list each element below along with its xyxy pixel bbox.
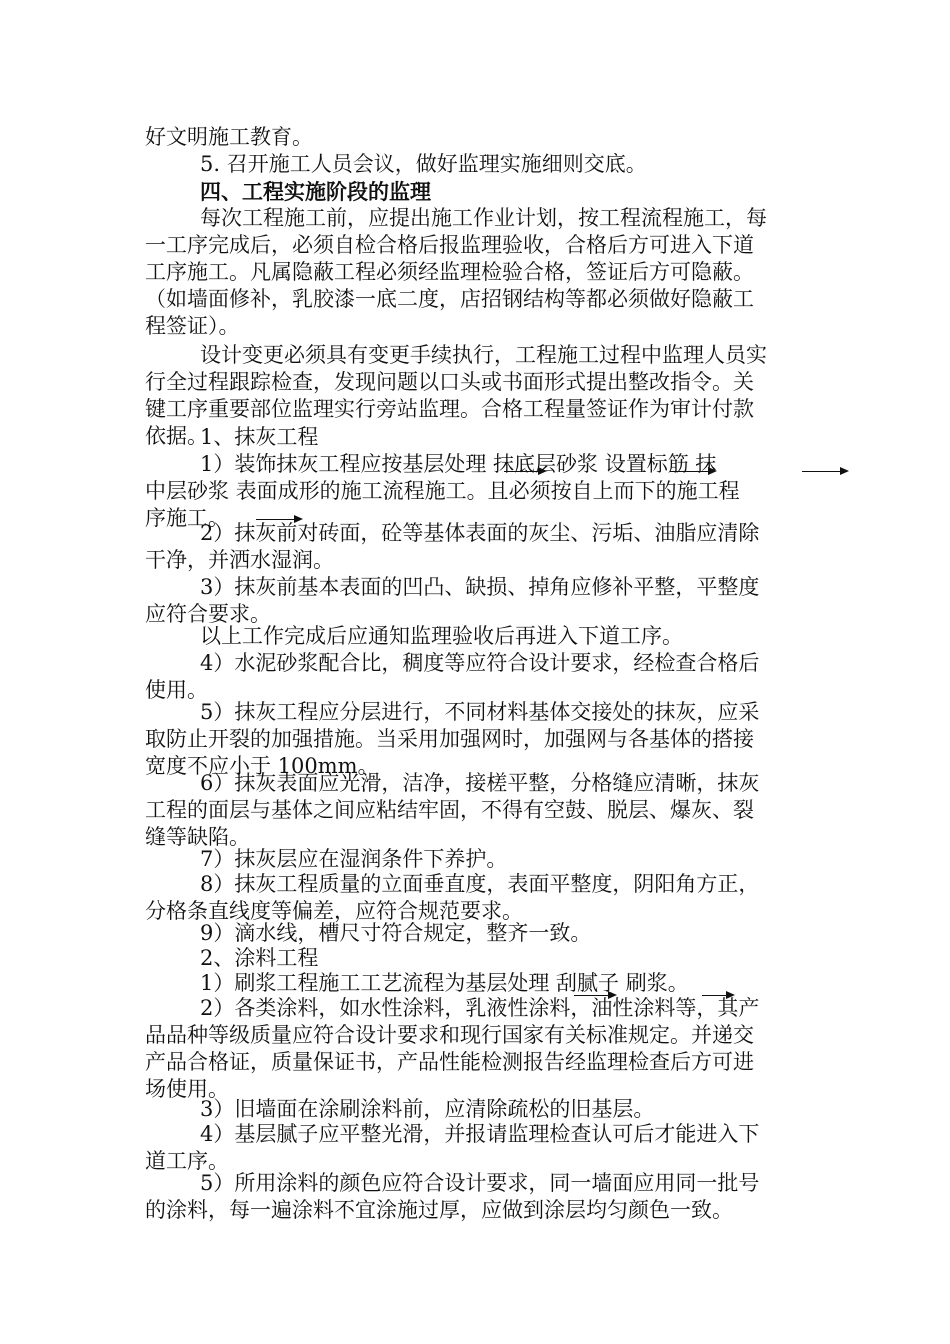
text-line: 7）抹灰层应在湿润条件下养护。 [200,847,508,871]
text-line: 取防止开裂的加强措施。当采用加强网时，加强网与各基体的搭接 [145,727,754,751]
coating-item-3 [145,1096,810,1123]
text-line: 道工序。 [145,1149,229,1173]
text-line: 键工序重要部位监理实行旁站监理。合格工程量签证作为审计付款 [145,397,754,421]
flow-arrow-icon [574,995,614,996]
text-line: 好文明施工教育。 [145,125,313,149]
flow-arrow-icon [802,471,846,472]
coating-item-5 [145,1170,810,1224]
text-line: 缝等缺陷。 [145,825,250,849]
coating-item-4 [145,1121,810,1175]
text-line: 干净，并洒水湿润。 [145,548,334,572]
text-line: 4）水泥砂浆配合比，稠度等应符合设计要求，经检查合格后 [200,651,760,675]
subsection-coating [145,945,810,972]
plastering-item-2 [145,520,810,574]
text-line: 工序施工。凡属隐蔽工程必须经监理检验合格，签证后方可隐蔽。 [145,260,754,284]
text-line: 2）抹灰前对砖面，砼等基体表面的灰尘、污垢、油脂应清除 [200,521,760,545]
plastering-item-4 [145,650,810,704]
text-line: 2）各类涂料，如水性涂料，乳液性涂料，油性涂料等，其产 [200,996,760,1020]
coating-item-1 [145,970,810,997]
text-line: 1）刷浆工程施工工艺流程为基层处理 刮腻子 刷浆。 [200,971,689,995]
text-line: 依据。 [145,424,208,448]
paragraph-construction-plan [145,205,810,340]
text-line: 分格条直线度等偏差，应符合规范要求。 [145,899,523,923]
paragraph-item-5 [145,151,810,178]
text-line: 一工序完成后，必须自检合格后报监理验收，合格后方可进入下道 [145,233,754,257]
text-line: 程签证）。 [145,314,240,338]
text-line: （如墙面修补，乳胶漆一底二度，店招钢结构等都必须做好隐蔽工 [145,287,754,311]
section-heading-4 [145,178,810,205]
subsection-plastering [145,424,810,451]
text-line: 4）基层腻子应平整光滑，并报请监理检查认可后才能进入下 [200,1122,760,1146]
text-line: 宽度不应小于 100mm。 [145,754,379,778]
text-line: 行全过程跟踪检查，发现问题以口头或书面形式提出整改指令。关 [145,370,754,394]
text-line: 序施工。 [145,506,229,530]
flow-arrow-icon [504,471,544,472]
text-line: 1）装饰抹灰工程应按基层处理 抹底层砂浆 设置标筋 抹 [200,452,717,476]
text-line: 3）旧墙面在涂刷涂料前，应清除疏松的旧基层。 [200,1097,655,1121]
text-line: 5）所用涂料的颜色应符合设计要求，同一墙面应用同一批号 [200,1171,760,1195]
text-line: 每次工程施工前，应提出施工作业计划，按工程流程施工，每 [200,206,767,230]
coating-item-2 [145,995,810,1103]
flow-arrow-icon [256,519,300,520]
heading-text: 四、工程实施阶段的监理 [200,179,431,204]
plastering-item-6 [145,770,810,851]
text-line: 场使用。 [145,1077,229,1101]
flow-arrow-icon [702,995,732,996]
text-line: 的涂料，每一遍涂料不宜涂施过厚，应做到涂层均匀颜色一致。 [145,1198,733,1222]
plastering-item-3 [145,574,810,628]
text-line: 3）抹灰前基本表面的凹凸、缺损、掉角应修补平整，平整度 [200,575,760,599]
plastering-note [145,623,810,650]
plastering-item-8 [145,871,810,925]
text-line: 使用。 [145,678,208,702]
text-line: 品品种等级质量应符合设计要求和现行国家有关标准规定。并递交 [145,1023,754,1047]
text-line: 产品合格证，质量保证书，产品性能检测报告经监理检查后方可进 [145,1050,754,1074]
plastering-item-7 [145,846,810,873]
text-line: 6）抹灰表面应光滑，洁净，接槎平整，分格缝应清晰，抹灰 [200,771,760,795]
subsection-title: 1、抹灰工程 [200,425,319,449]
flow-arrow-icon [670,471,714,472]
text-line: 8）抹灰工程质量的立面垂直度，表面平整度，阴阳角方正， [200,872,760,896]
text-line: 9）滴水线，槽尺寸符合规定，整齐一致。 [200,921,592,945]
text-line: 设计变更必须具有变更手续执行，工程施工过程中监理人员实 [200,343,767,367]
paragraph-continuation [145,124,810,151]
text-line: 5. 召开施工人员会议，做好监理实施细则交底。 [200,152,647,176]
subsection-title: 2、涂料工程 [200,946,319,970]
plastering-item-9 [145,920,810,947]
text-line: 应符合要求。 [145,602,271,626]
text-line: 工程的面层与基体之间应粘结牢固，不得有空鼓、脱层、爆灰、裂 [145,798,754,822]
text-line: 中层砂浆 表面成形的施工流程施工。且必须按自上而下的施工程 [145,479,740,503]
text-line: 5）抹灰工程应分层进行，不同材料基体交接处的抹灰，应采 [200,700,760,724]
text-line: 以上工作完成后应通知监理验收后再进入下道工序。 [200,624,683,648]
plastering-item-5 [145,699,810,780]
